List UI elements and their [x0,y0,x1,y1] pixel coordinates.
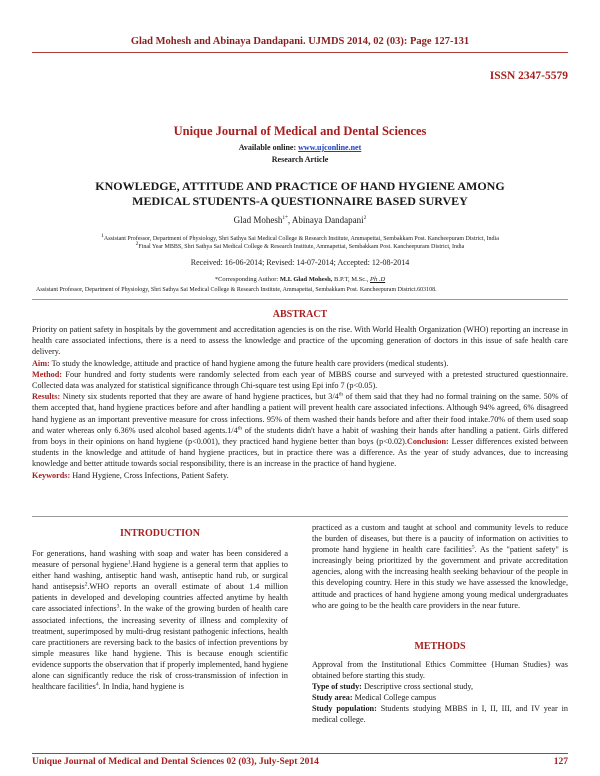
author-2: , Abinaya Dandapani [287,215,364,225]
area-text: Medical College campus [352,693,437,703]
results-sup-1: th [338,391,344,398]
affiliation-2-text: Final Year MBBS, Shri Sathya Sai Medical College & Research Institute, Ammapettai, Sembakkam Post. Kancheepuram District, India [138,244,465,250]
abstract-keywords [32,470,568,481]
author-1: Glad Mohesh [233,215,283,225]
conclusion-text: Lesser differences existed between students in the knowledge and attitude of hand hygiene practices, but in practice there was a difference. As the year of study advances, due to increasing knowledge and better attitude towards social responsibility, there is an increase in the practice of hand hygiene. [32,437,568,469]
abstract-aim [32,358,568,369]
type-text: Descriptive cross sectional study, [361,682,474,692]
abstract-bottom-rule [32,516,568,517]
affiliation-1-text: Assistant Professor, Department of Physiology, Shri Sathya Sai Medical College & Research Institute, Ammapettai, Sembakkam Post. Kancheepuram District, India [103,236,499,242]
author-2-sup: 2 [363,215,367,221]
intro-text-5: . In India, hand hygiene is [98,682,184,692]
methods-population [312,703,568,725]
right-text-2: . As the "patient safety" is increasingly being prioritized by the government and private accreditation agencies, along with the increasing health seeking behaviour of the people in this developing country. Here in this study we have assessed the knowledge, attitude and practices of hand hygiene among young medical undergraduates who are going to be the health care providers in the near future. [312,545,569,610]
corr-prefix: *Corresponding Author: [214,276,280,283]
abstract-body [32,324,568,481]
corr-name: M.I. Glad Mohesh, [279,276,333,283]
intro-text-3: .WHO reports an overall estimate of about 1.4 million patients in developed and developing countries affected anytime by health care associated infections [32,582,288,614]
page-number: 127 [553,757,568,767]
intro-continued-paragraph [312,522,568,611]
right-column-text [312,522,568,611]
author-1-sup: 1* [282,215,288,221]
article-type: Research Article [271,155,329,164]
conclusion-label: Conclusion: [406,437,449,447]
aim-label: Aim: [32,358,50,368]
affiliation-2 [40,243,560,251]
intro-cite-3: 3 [116,603,120,610]
intro-text-1: For generations, hand washing with soap and water has been considered a measure of personal hygiene [32,549,288,570]
results-text-b: of them said that they had no formal training on the same. 50% of them accepted that, hand hygiene practices before and after handling a patient will prevent health care associated infections. Although 94% agreed, 6% disagreed hand hygiene as an important preventive measure for cross infections. 95% of them washed their hands before and after their food intake.70% of them used soap and water whereas only 6.36% used alcohol based agents.1/4 [32,392,568,435]
area-label: Study area: [312,693,353,703]
intro-cite-1: 1 [127,559,131,566]
population-label: Study population: [312,704,377,714]
results-sup-2: th [237,425,242,432]
population-text: Students studying MBBS in I, II, III, and IV year in medical college. [312,704,568,725]
type-label: Type of study: [312,682,362,692]
footer-rule [32,753,568,754]
abstract-results [32,391,568,469]
affiliation-1 [40,235,560,243]
introduction-paragraph [32,548,288,692]
journal-title: Unique Journal of Medical and Dental Sciences [173,124,427,138]
affiliation-1-sup: 1 [101,233,104,239]
intro-cite-4: 4 [95,681,99,688]
intro-cite-5: 5 [471,544,475,551]
paper-title [40,179,560,209]
issn: ISSN 2347-5579 [489,70,568,82]
submission-dates: Received: 16-06-2014; Revised: 14-07-2014; Accepted: 12-08-2014 [190,258,410,267]
results-label: Results: [32,392,61,402]
methods-column [312,659,568,726]
methods-approval: Approval from the Institutional Ethics Committee {Human Studies} was obtained before starting this study. [312,660,568,681]
intro-text-2: .Hand hygiene is a general term that applies to either hand washing, antiseptic hand wash, antiseptic hand rub, or surgical hand antisepsis [32,560,288,592]
running-head: Glad Mohesh and Abinaya Dandapani. UJMDS 2014, 02 (03): Page 127-131 [130,36,470,47]
abstract-top-rule [32,299,568,300]
abstract-heading: ABSTRACT [272,309,328,320]
intro-text-4: . In the wake of the growing burden of health care associated infections, the increasing severity of illness and complexity of treatment, superimposed by multi-drug resistant pathogenic infections, health care practitioners are reversing back to the basics of infection preventions by simple measures like hand hygiene. This is because enough scientific evidence supports the observation that if properly implemented, hand hygiene alone can significantly reduce the risk of cross-transmission of infection in healthcare facilities [32,604,288,692]
abstract-method [32,369,568,391]
footer-journal: Unique Journal of Medical and Dental Sciences 02 (03), July-Sept 2014 [32,757,319,767]
results-text-a: Ninety six students reported that they are aware of hand hygiene practices, but 3/4 [60,392,339,402]
corr-phd: Ph .D [370,276,386,283]
keywords-label: Keywords: [32,470,71,480]
corr-degrees: B.P.T, M.Sc., [332,276,370,283]
keywords-text: Hand Hygiene, Cross Infections, Patient Safety. [70,470,229,480]
affiliation-2-sup: 2 [135,241,139,247]
header-rule [32,52,568,53]
methods-heading: METHODS [414,641,466,652]
title-line-2: MEDICAL STUDENTS-A QUESTIONNAIRE BASED SURVEY [132,194,468,208]
abstract-intro: Priority on patient safety in hospitals by the government and accreditation agencies is on the rise. With World Health Organization (WHO) reporting an increase in health care associated infections, there is a need to assess the knowledge and practice of the upcoming generation of doctors in this issue of safe health care delivery. [32,325,568,357]
journal-url-link[interactable]: www.ujconline.net [298,143,362,152]
aim-text: To study the knowledge, attitude and practice of hand hygiene among the future health care providers (medical students). [49,358,449,368]
title-line-1: KNOWLEDGE, ATTITUDE AND PRACTICE OF HAND HYGIENE AMONG [95,179,505,193]
introduction-column [32,548,288,692]
methods-area [312,692,568,703]
author-list [0,215,600,225]
results-text-c: of the students didn't have a habit of washing their hands after handling a patient. Girls differed from boys in their opinions on hand hygiene (p<0.001), they practiced hand hygiene better than boys (p<0.02). [32,425,569,447]
availability-line [0,143,600,152]
method-label: Method: [32,369,63,379]
method-text: Four hundred and forty students were randomly selected from each year of MBBS course and surveyed with a pretested structured questionnaire. Collected data was analyzed for statistical significance through Chi-square test using Epi info 7 (p<0.05). [32,369,568,391]
corresponding-author [0,276,600,283]
right-text-1: practiced as a custom and taught at school and community levels to reduce the burden of diseases, but there is a paucity of information on activities to promote hand hygiene in health care facilities [312,523,568,555]
introduction-heading: INTRODUCTION [119,528,200,539]
intro-cite-2: 2 [84,581,88,588]
page-footer [32,757,568,767]
corr-affiliation: Assistant Professor, Department of Physiology, Shri Sathya Sai Medical College & Research Institute, Ammapettai, Sembakkam Post. Kancheepuram District.603108. [36,287,437,293]
online-label: Available online: [238,143,297,152]
methods-type [312,681,568,692]
